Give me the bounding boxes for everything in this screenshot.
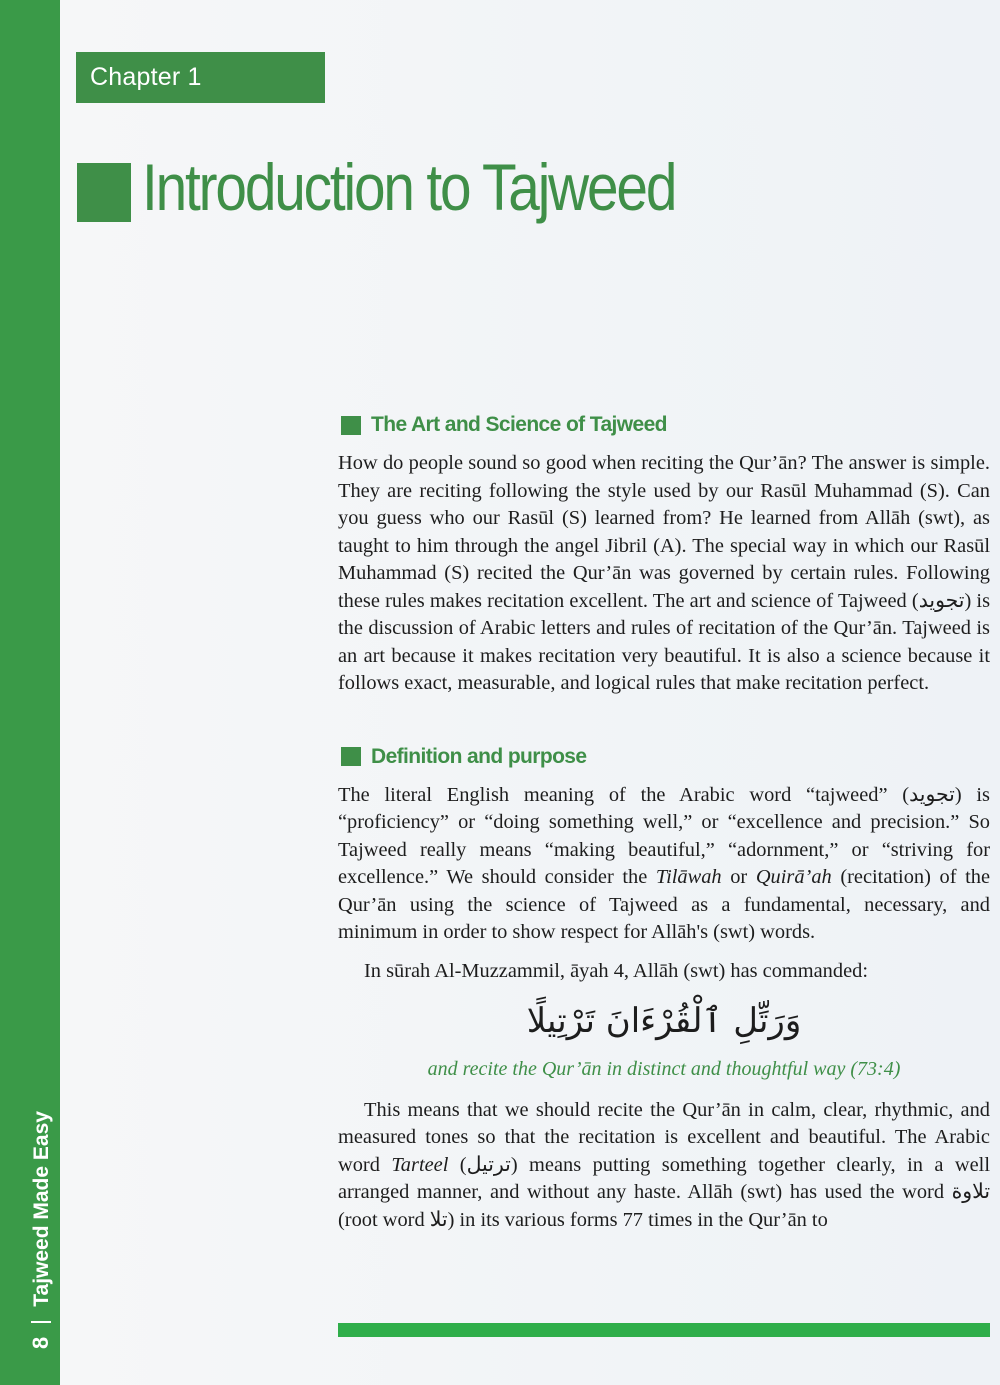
section-heading-definition xyxy=(338,742,990,772)
paragraph-tarteel: This means that we should recite the Qur’ān in calm, clear, rhythmic, and measured tones so that the recitation is excellent and beautiful. The Arabic word Tarteel (ترتيل) means putting something together clearly, in a well arranged manner, and without any haste. Allāh (swt) has used the word تلاوة (root word تلا) in its various forms 77 times in the Qur’ān to xyxy=(338,1098,990,1231)
verse-introduction: In sūrah Al-Muzzammil, āyah 4, Allāh (swt) has commanded: xyxy=(364,959,868,982)
section-heading-text: The Art and Science of Tajweed xyxy=(371,413,667,436)
title-square-icon xyxy=(77,163,131,222)
page-number: 8 xyxy=(28,1336,53,1349)
bottom-rule xyxy=(338,1323,990,1337)
section-heading-art-science xyxy=(338,410,990,440)
section-heading-text: Definition and purpose xyxy=(371,744,587,768)
sidebar-running-head xyxy=(30,1111,52,1349)
heading-square-icon xyxy=(341,416,361,435)
heading-square-icon xyxy=(341,747,361,766)
verse-translation: and recite the Qur’ān in distinct and thoughtful way (73:4) xyxy=(427,1057,901,1080)
sidebar-separator xyxy=(31,1321,51,1323)
paragraph-art-science: How do people sound so good when reciting the Qur’ān? The answer is simple. They are reciting following the style used by our Rasūl Muhammad (S). Can you guess who our Rasūl (S) learned from? He learned from Allāh (swt), as taught to him through the angel Jibril (A). The special way in which our Rasūl Muhammad (S) recited the Qur’ān was governed by certain rules. Following these rules makes recitation excellent. The art and science of Tajweed (تجويد) is the discussion of Arabic letters and rules of recitation of the Qur’ān. Tajweed is an art because it makes recitation very beautiful. It is also a science because it follows exact, measurable, and logical rules that make recitation perfect. xyxy=(338,452,991,694)
chapter-label: Chapter 1 xyxy=(76,52,325,103)
page-title: Introduction to Tajweed xyxy=(142,150,676,224)
main-content xyxy=(338,410,990,1234)
book-title: Tajweed Made Easy xyxy=(30,1111,53,1307)
arabic-verse: وَرَتِّلِ ٱلْقُرْءَانَ تَرْتِيلًا xyxy=(526,1000,802,1041)
paragraph-definition: The literal English meaning of the Arabic word “tajweed” (تجويد) is “proficiency” or “doing something well,” or “excellence and precision.” So Tajweed really means “making beautiful,” “adornment,” or “striving for excellence.” We should consider the Tilāwah or Quirā’ah (recitation) of the Qur’ān using the science of Tajweed as a fundamental, necessary, and minimum in order to show respect for Allāh's (swt) words. xyxy=(338,783,991,943)
sidebar xyxy=(0,0,60,1385)
